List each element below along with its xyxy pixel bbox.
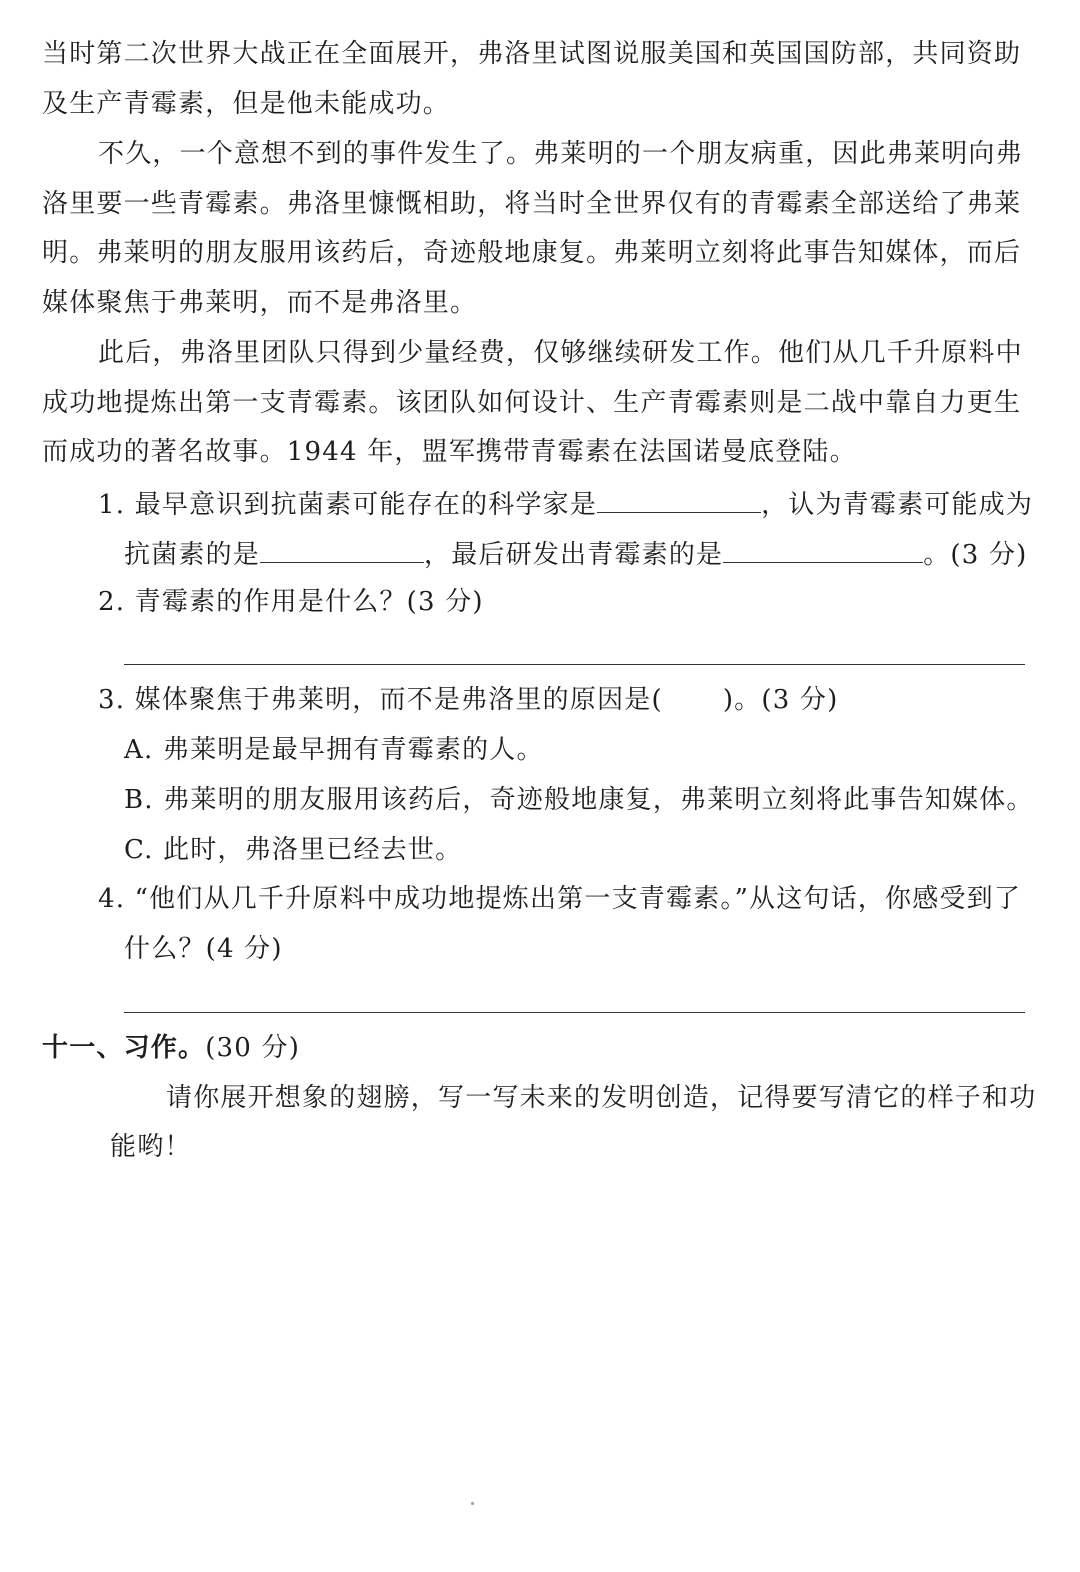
option-a: A. 弗莱明是最早拥有青霉素的人。 — [124, 735, 544, 765]
passage-line: 媒体聚焦于弗莱明，而不是弗洛里。 — [42, 288, 478, 318]
question-1-text: ，认为青霉素可能成为 — [761, 490, 1034, 520]
answer-line-question-4[interactable] — [124, 1012, 1025, 1013]
question-1-text: ，最后研发出青霉素的是 — [424, 540, 724, 570]
answer-blank-developer[interactable] — [723, 532, 923, 563]
page-mark — [471, 1502, 474, 1505]
question-3-score: )。(3 分) — [722, 685, 839, 715]
answer-blank-antibiotic[interactable] — [260, 532, 424, 563]
question-1-line-1 — [98, 482, 1033, 525]
question-2: 2. 青霉素的作用是什么？(3 分) — [98, 587, 484, 617]
passage-line: 此后，弗洛里团队只得到少量经费，仅够继续研发工作。他们从几千升原料中 — [98, 338, 1023, 368]
passage-line: 明。弗莱明的朋友服用该药后，奇迹般地康复。弗莱明立刻将此事告知媒体，而后 — [42, 238, 1022, 268]
question-1-score: 。(3 分) — [923, 540, 1028, 570]
section-11-title: 十一、习作。 — [42, 1033, 206, 1063]
passage-line: 当时第二次世界大战正在全面展开，弗洛里试图说服美国和英国国防部，共同资助 — [42, 39, 1022, 69]
answer-blank-scientist[interactable] — [597, 482, 761, 513]
passage-line: 而成功的著名故事。1944 年，盟军携带青霉素在法国诺曼底登陆。 — [42, 437, 857, 467]
question-1-line-2 — [124, 532, 1028, 575]
option-c: C. 此时，弗洛里已经去世。 — [124, 835, 463, 865]
option-b: B. 弗莱明的朋友服用该药后，奇迹般地康复，弗莱明立刻将此事告知媒体。 — [124, 785, 1034, 815]
passage-line: 及生产青霉素，但是他未能成功。 — [42, 89, 451, 119]
question-1-text: 1. 最早意识到抗菌素可能存在的科学家是 — [98, 490, 598, 520]
essay-prompt-line: 请你展开想象的翅膀，写一写未来的发明创造，记得要写清它的样子和功 — [166, 1083, 1037, 1113]
question-1-text: 抗菌素的是 — [124, 540, 261, 570]
question-4-line-2: 什么？(4 分) — [124, 934, 283, 964]
question-3-stem: 3. 媒体聚焦于弗莱明，而不是弗洛里的原因是( — [98, 685, 663, 715]
question-4-line-1: 4. “他们从几千升原料中成功地提炼出第一支青霉素。”从这句话，你感受到了 — [98, 884, 1022, 914]
section-11-heading — [42, 1028, 300, 1068]
question-3 — [98, 680, 838, 720]
essay-prompt-line: 能哟！ — [110, 1132, 192, 1162]
section-11-score: (30 分) — [205, 1033, 301, 1063]
passage-line: 洛里要一些青霉素。弗洛里慷慨相助，将当时全世界仅有的青霉素全部送给了弗莱 — [42, 189, 1022, 219]
answer-line-question-2[interactable] — [124, 664, 1025, 665]
passage-line: 不久，一个意想不到的事件发生了。弗莱明的一个朋友病重，因此弗莱明向弗 — [98, 139, 1023, 169]
passage-line: 成功地提炼出第一支青霉素。该团队如何设计、生产青霉素则是二战中靠自力更生 — [42, 388, 1022, 418]
